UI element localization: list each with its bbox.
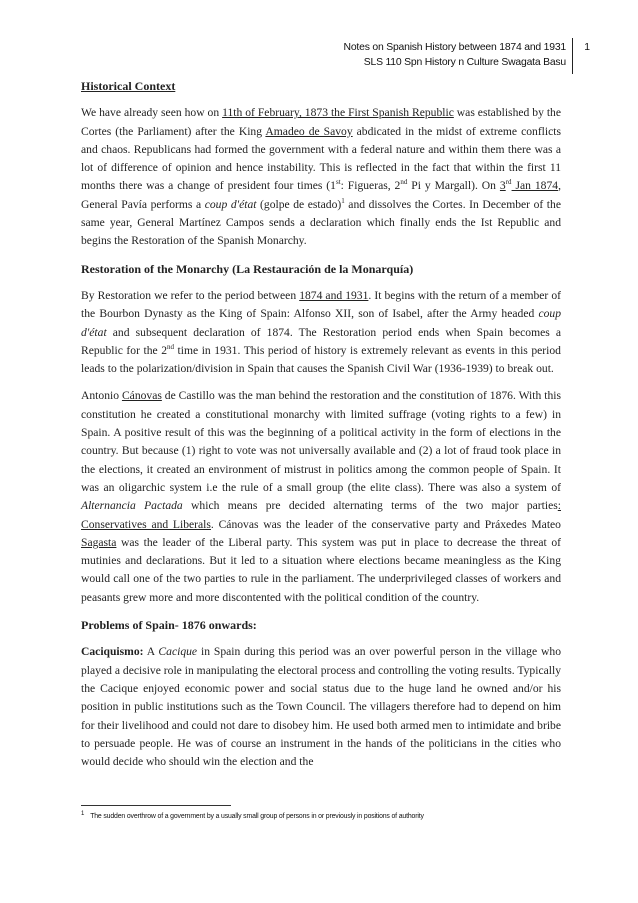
document-body xyxy=(81,77,561,780)
header-title: Notes on Spanish History between 1874 and 1931 xyxy=(343,42,566,53)
page-number: 1 xyxy=(584,42,590,53)
paragraph-caciquismo: Caciquismo: A Cacique in Spain during this period was an over powerful person in the village who played a decisive role in manipulating the electoral process and controlling the voting results. Typically the Cacique enjoyed economic power and social status due to the huge land he owned and/or his position in public institutions such as the Town Council. The villagers therefore had to depend on him for their livelihood and could not dare to disobey him. He used both armed men to intimidate and bribe to persuade people. He was of course an instrument in the hands of the politicians in the cities who would decide who should win the election and the xyxy=(81,645,561,769)
link-first-republic: 11th of February, 1873 the First Spanish Republic xyxy=(222,106,454,120)
paragraph-restoration-1: By Restoration we refer to the period between 1874 and 1931. It begins with the return of a member of the Bourbon Dynasty as the King of Spain: Alfonso XII, son of Isabel, after the Army headed coup d'état and subsequent declaration of 1874. The Restoration period ends when Spain becomes a Republic for the 2nd time in 1931. This period of history is extremely relevant as events in this period leads to the polarization/division in Spain that causes the Spanish Civil War (1936-1939) to break out. xyxy=(81,288,561,376)
section-heading-restoration: Restoration of the Monarchy (La Restauración de la Monarquía) xyxy=(81,261,414,276)
link-amadeo: Amadeo de Savoy xyxy=(265,124,353,138)
paragraph-historical-context: We have already seen how on 11th of February, 1873 the First Spanish Republic was established by the Cortes (the Parliament) after the King Amadeo de Savoy abdicated in the midst of extreme conflicts and chaos. Republicans had formed the government with a federal nature and within them there was a lot of difference of opinion and hence instability. This is reflected in the fact that within the first 11 months there was a change of president four times (1st: Figueras, 2nd Pi y Margall). On 3rd Jan 1874, General Pavía performs a coup d'état (golpe de estado)$^1$ and dissolves the Cortes. In December of the same year, General Martínez Campos sends a declaration which finally ends the Ist Republic and begins the Restoration of the Spanish Monarchy. xyxy=(81,106,561,248)
footnote-divider xyxy=(81,805,231,806)
paragraph-restoration-2: Antonio Cánovas de Castillo was the man behind the restoration and the constitution of 1876. With this constitution he created a constitutional monarchy with limited suffrage (voting rights to a few) in Spain. A positive result of this was the beginning of a political activity in the form of elections in the country. But because (1) right to vote was not universally available and (2) a lot of fraud took place in the elections, it created an environment of mistrust in politics among the common people of Spain. It was an oligarchic system i.e the rule of a small group (the elite class). There was also a system of Alternancia Pactada which means pre decided alternating terms of the two major parties: Conservatives and Liberals. Cánovas was the leader of the conservative party and Práxedes Mateo Sagasta was the leader of the Liberal party. This system was put in place to decrease the threat of mutinies and declarations. But it led to a situation where elections became meaningless as the King would call one of the two parties to rule in the parliament. The underprivileged classes of workers and peasants grew more and more discontented with the political condition of the country. xyxy=(81,389,561,604)
footnote: $^1$ The sudden overthrow of a government by a usually small group of persons in or previously in positions of authority xyxy=(81,810,424,820)
header-divider xyxy=(572,38,573,74)
section-heading-historical-context: Historical Context xyxy=(81,79,176,93)
section-heading-problems: Problems of Spain- 1876 onwards: xyxy=(81,618,257,633)
running-header xyxy=(344,40,566,70)
header-subtitle: SLS 110 Spn History n Culture Swagata Basu xyxy=(363,57,566,68)
footnote-ref: 1 xyxy=(341,196,345,205)
